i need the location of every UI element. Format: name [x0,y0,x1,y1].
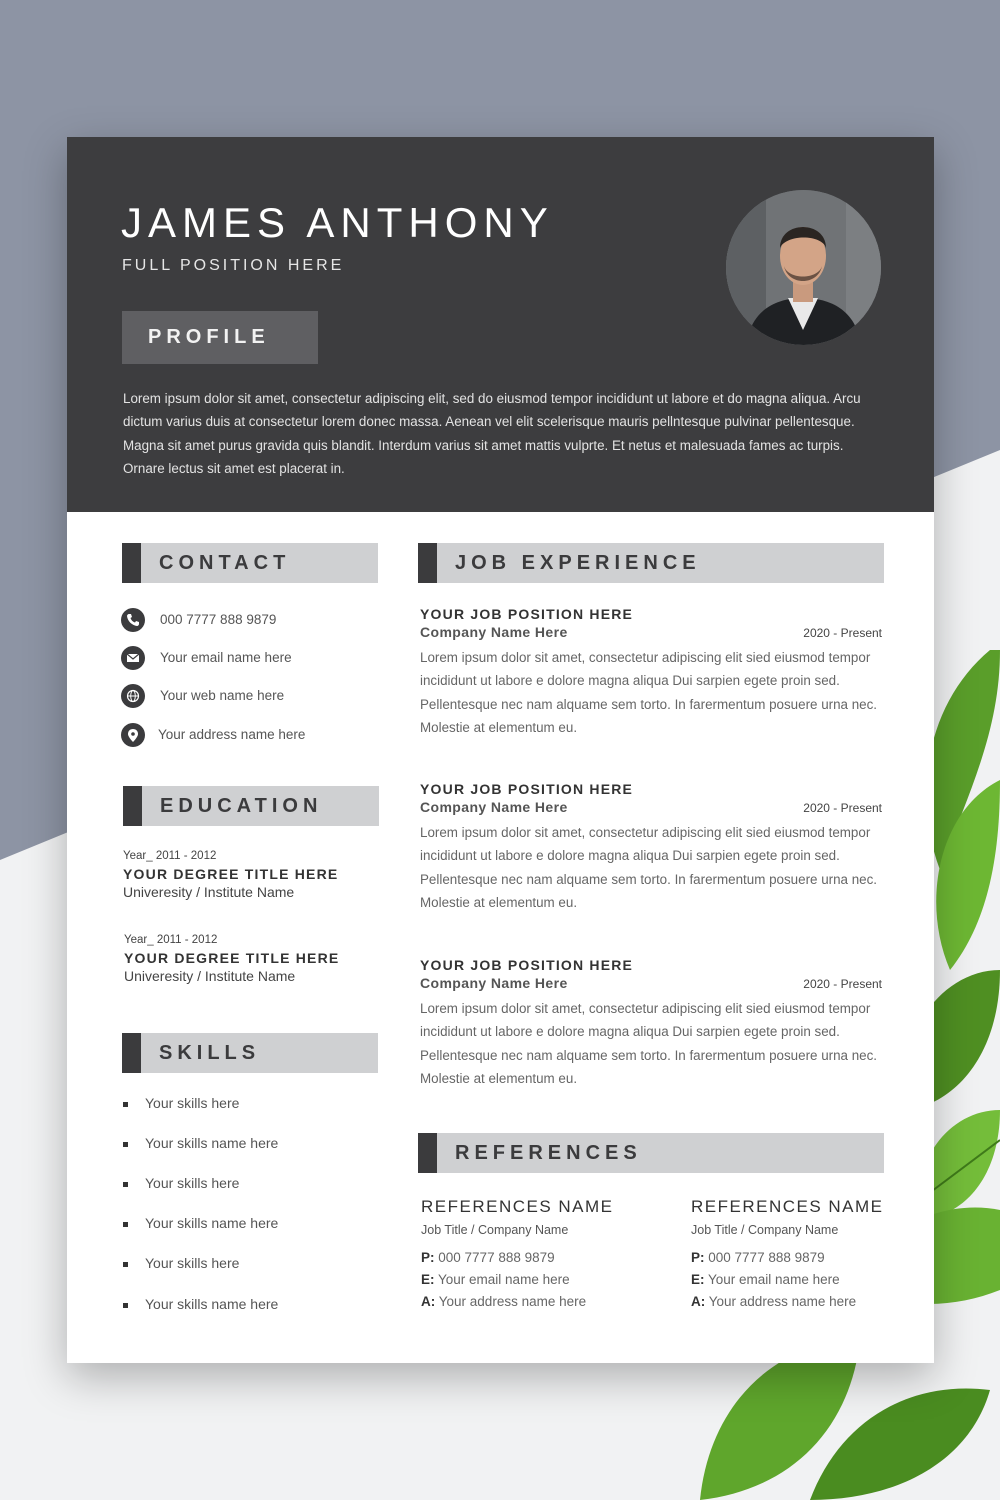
education-year: Year_ 2011 - 2012 [124,934,218,946]
job-description: Lorem ipsum dolor sit amet, consectetur adipiscing elit sied eiusmod tempor incididunt ut labore e dolore magna aliqua Dui sarpien egete proin sed. Pellentesque nec nam alquame sem torto. In farermentum posuere urna nec. Molestie at elementum eu. [420,825,878,910]
email-icon [121,646,145,670]
phone-icon [121,608,145,632]
reference-address-label: A: [691,1294,706,1309]
job-description: Lorem ipsum dolor sit amet, consectetur adipiscing elit sied eiusmod tempor incididunt ut labore e dolore magna aliqua Dui sarpien egete proin sed. Pellentesque nec nam alquame sem torto. In farermentum posuere urna nec. Molestie at elementum eu. [420,1001,878,1086]
bullet-icon [123,1102,128,1107]
reference-email-label: E: [421,1272,435,1287]
skill-text: Your skills name here [145,1215,279,1231]
reference-email-label: E: [691,1272,705,1287]
job-title: YOUR JOB POSITION HERE [420,606,634,622]
job-date: 2020 - Present [803,977,882,991]
resume-page [67,137,934,1363]
reference-item [421,1197,631,1310]
job-date: 2020 - Present [803,801,882,815]
job-date: 2020 - Present [803,626,882,640]
heading-bar [122,1033,141,1073]
reference-address-value: Your address name here [438,1294,587,1309]
candidate-name: JAMES ANTHONY [121,199,554,246]
location-pin-icon [121,723,145,747]
bullet-icon [123,1142,128,1147]
skill-text: Your skills name here [145,1296,279,1312]
job-entry [420,606,882,739]
education-heading [123,786,379,826]
contact-heading-label: CONTACT [159,552,291,574]
experience-heading [418,543,884,583]
job-description: Lorem ipsum dolor sit amet, consectetur adipiscing elit sied eiusmod tempor incididunt ut labore e dolore magna aliqua Dui sarpien egete proin sed. Pellentesque nec nam alquame sem torto. In farermentum posuere urna nec. Molestie at elementum eu. [420,650,878,735]
heading-bar [418,1133,437,1173]
job-entry [420,957,882,1090]
education-institute: Univeresity / Institute Name [124,968,296,984]
reference-phone [691,1249,901,1266]
reference-email [421,1271,631,1288]
job-entry [420,781,882,914]
bullet-icon [123,1262,128,1267]
skill-text: Your skills name here [145,1135,279,1151]
reference-address-label: A: [421,1294,436,1309]
reference-address [691,1293,901,1310]
references-heading [418,1133,884,1173]
contact-address-text: Your address name here [158,727,306,742]
reference-email-value: Your email name here [708,1272,840,1287]
job-title: YOUR JOB POSITION HERE [420,781,634,797]
skills-heading-label: SKILLS [159,1042,261,1064]
reference-email [691,1271,901,1288]
education-year: Year_ 2011 - 2012 [123,850,217,862]
job-title: YOUR JOB POSITION HERE [420,957,634,973]
education-heading-label: EDUCATION [160,795,323,817]
references-heading-label: REFERENCES [455,1142,642,1164]
skill-text: Your skills here [145,1255,240,1271]
job-company: Company Name Here [420,624,568,640]
skills-heading [122,1033,378,1073]
reference-phone [421,1249,631,1266]
reference-address-value: Your address name here [708,1294,857,1309]
heading-bar [418,543,437,583]
bullet-icon [123,1303,128,1308]
reference-job: Job Title / Company Name [691,1223,839,1237]
contact-web-text: Your web name here [160,688,285,703]
reference-name: REFERENCES NAME [691,1197,884,1216]
skill-text: Your skills here [145,1175,240,1191]
reference-address [421,1293,631,1310]
education-degree: YOUR DEGREE TITLE HERE [124,950,340,966]
job-company: Company Name Here [420,975,568,991]
skill-text: Your skills here [145,1095,240,1111]
education-degree: YOUR DEGREE TITLE HERE [123,866,339,882]
reference-item [691,1197,901,1310]
education-item [124,934,384,984]
bullet-icon [123,1222,128,1227]
heading-bar [123,786,142,826]
resume-header [67,137,934,512]
reference-job: Job Title / Company Name [421,1223,569,1237]
education-item [123,850,383,900]
contact-heading [122,543,378,583]
heading-bar [122,543,141,583]
contact-email-text: Your email name here [160,650,292,665]
reference-phone-value: 000 7777 888 9879 [708,1250,825,1265]
reference-phone-label: P: [691,1250,705,1265]
person-photo-icon [726,190,881,345]
reference-phone-value: 000 7777 888 9879 [438,1250,555,1265]
education-institute: Univeresity / Institute Name [123,884,295,900]
reference-phone-label: P: [421,1250,435,1265]
reference-name: REFERENCES NAME [421,1197,614,1216]
bullet-icon [123,1182,128,1187]
avatar [726,190,881,345]
reference-email-value: Your email name here [438,1272,570,1287]
globe-icon [121,684,145,708]
profile-summary: Lorem ipsum dolor sit amet, consectetur adipiscing elit, sed do eiusmod tempor incididunt ut labore et do magna aliqua. Arcu dictum varius duis at consectetur lorem donec massa. Aenean vel elit scelerisque mauris pellntesque pulvinar pellentesque. Magna sit amet purus gravida quis blandit. Interdum varius sit amet mattis vulprte. Et netus et malesuada fames ac turpis. Ornare lectus sit amet est placerat in. [123,391,861,476]
experience-heading-label: JOB EXPERIENCE [455,552,701,574]
profile-heading: PROFILE [122,311,318,364]
candidate-position: FULL POSITION HERE [122,257,345,274]
job-company: Company Name Here [420,799,568,815]
contact-phone-text: 000 7777 888 9879 [160,612,277,627]
